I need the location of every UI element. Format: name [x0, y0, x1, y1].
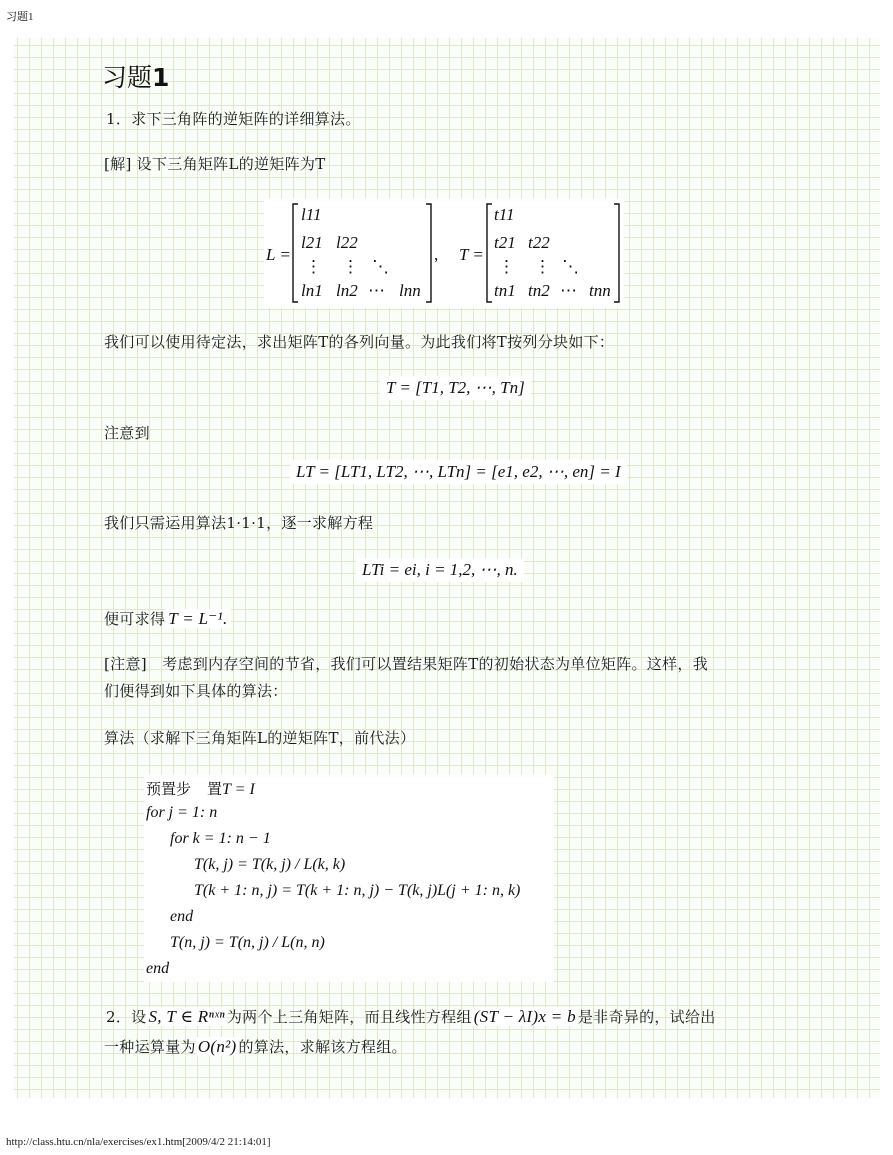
L-entry-22: l22 — [336, 233, 358, 252]
identity-formula: LT = [LT1, LT2, ⋯, LTn] = [e1, e2, ⋯, en] = I — [290, 460, 627, 484]
svg-text:⋱: ⋱ — [562, 257, 579, 276]
svg-text:⋯: ⋯ — [368, 281, 385, 300]
L-entry-n1: ln1 — [301, 281, 323, 300]
method-paragraph: 我们可以使用待定法，求出矩阵T的各列向量。为此我们将T按列分块如下： — [104, 333, 615, 351]
alg-line-last: T(n, j) = T(n, j) / L(n, n) — [170, 934, 325, 951]
note-intro: 注意到 — [104, 424, 150, 442]
page-header: 习题1 — [6, 11, 34, 23]
svg-text:⋮: ⋮ — [342, 257, 359, 276]
matrix-L-label: L = — [266, 245, 291, 264]
alg-line-for-k: for k = 1: n − 1 — [170, 830, 271, 847]
question-2-line-2: 一种运算量为 O(n²) 的算法，求解该方程组。 — [104, 1037, 407, 1056]
block-formula: T = [T1, T2, ⋯, Tn] — [380, 376, 531, 400]
solution-intro: [解] 设下三角矩阵L的逆矩阵为T — [104, 155, 326, 173]
q2-system-formula: (ST − λI)x = b — [473, 1007, 576, 1026]
matrix-T-label: T = — [459, 245, 484, 264]
matrix-formula — [264, 198, 624, 308]
alg-line-end-inner: end — [170, 908, 194, 925]
svg-text:,: , — [434, 245, 439, 264]
systems-formula: LTi = ei, i = 1,2, ⋯, n. — [356, 558, 524, 582]
T-entry-n1: tn1 — [494, 281, 516, 300]
svg-text:⋮: ⋮ — [305, 257, 322, 276]
document-title: 习题1 — [102, 63, 170, 92]
alg-line-update: T(k + 1: n, j) = T(k + 1: n, j) − T(k, j)L(j + 1: n, k) — [194, 882, 521, 899]
L-entry-nn: lnn — [399, 281, 421, 300]
algorithm-box — [144, 774, 554, 982]
T-entry-11: t11 — [494, 205, 515, 224]
caution-line-1: [注意] 考虑到内存空间的节省，我们可以置结果矩阵T的初始状态为单位矩阵。这样，我 — [104, 655, 709, 673]
svg-text:⋮: ⋮ — [534, 257, 551, 276]
T-entry-22: t22 — [528, 233, 550, 252]
L-entry-n2: ln2 — [336, 281, 358, 300]
svg-text:⋯: ⋯ — [560, 281, 577, 300]
q2-cost-formula: O(n²) — [197, 1037, 237, 1056]
alg-line-init: 预置步 置T = I — [146, 780, 255, 798]
svg-text:⋱: ⋱ — [372, 257, 389, 276]
T-entry-21: t21 — [494, 233, 516, 252]
svg-text:⋮: ⋮ — [498, 257, 515, 276]
solve-paragraph: 我们只需运用算法1·1·1，逐一求解方程 — [104, 514, 374, 532]
question-1: 1．求下三角阵的逆矩阵的详细算法。 — [106, 110, 361, 128]
matrix-svg — [264, 198, 624, 308]
alg-line-for-j: for j = 1: n — [146, 804, 218, 821]
result-line: 便可求得 T = L⁻¹. — [104, 608, 231, 629]
L-entry-21: l21 — [301, 233, 323, 252]
L-entry-11: l11 — [301, 205, 322, 224]
document-page — [14, 38, 880, 1098]
q2-set-formula: S, T ∈ Rⁿˣⁿ — [148, 1007, 225, 1026]
result-formula: T = L⁻¹. — [165, 609, 230, 628]
algorithm-title: 算法（求解下三角矩阵L的逆矩阵T，前代法） — [104, 729, 416, 747]
caution-line-2: 们便得到如下具体的算法： — [104, 682, 288, 700]
question-2-line-1: 2．设 S, T ∈ Rⁿˣⁿ 为两个上三角矩阵，而且线性方程组 (ST − λI)x = b 是非奇异的，试给出 — [106, 1007, 716, 1026]
alg-line-divide: T(k, j) = T(k, j) / L(k, k) — [194, 856, 346, 873]
T-entry-n2: tn2 — [528, 281, 550, 300]
alg-line-end-outer: end — [146, 960, 170, 977]
T-entry-nn: tnn — [589, 281, 611, 300]
page-footer: http://class.htu.cn/nla/exercises/ex1.htm[2009/4/2 21:14:01] — [6, 1136, 271, 1148]
